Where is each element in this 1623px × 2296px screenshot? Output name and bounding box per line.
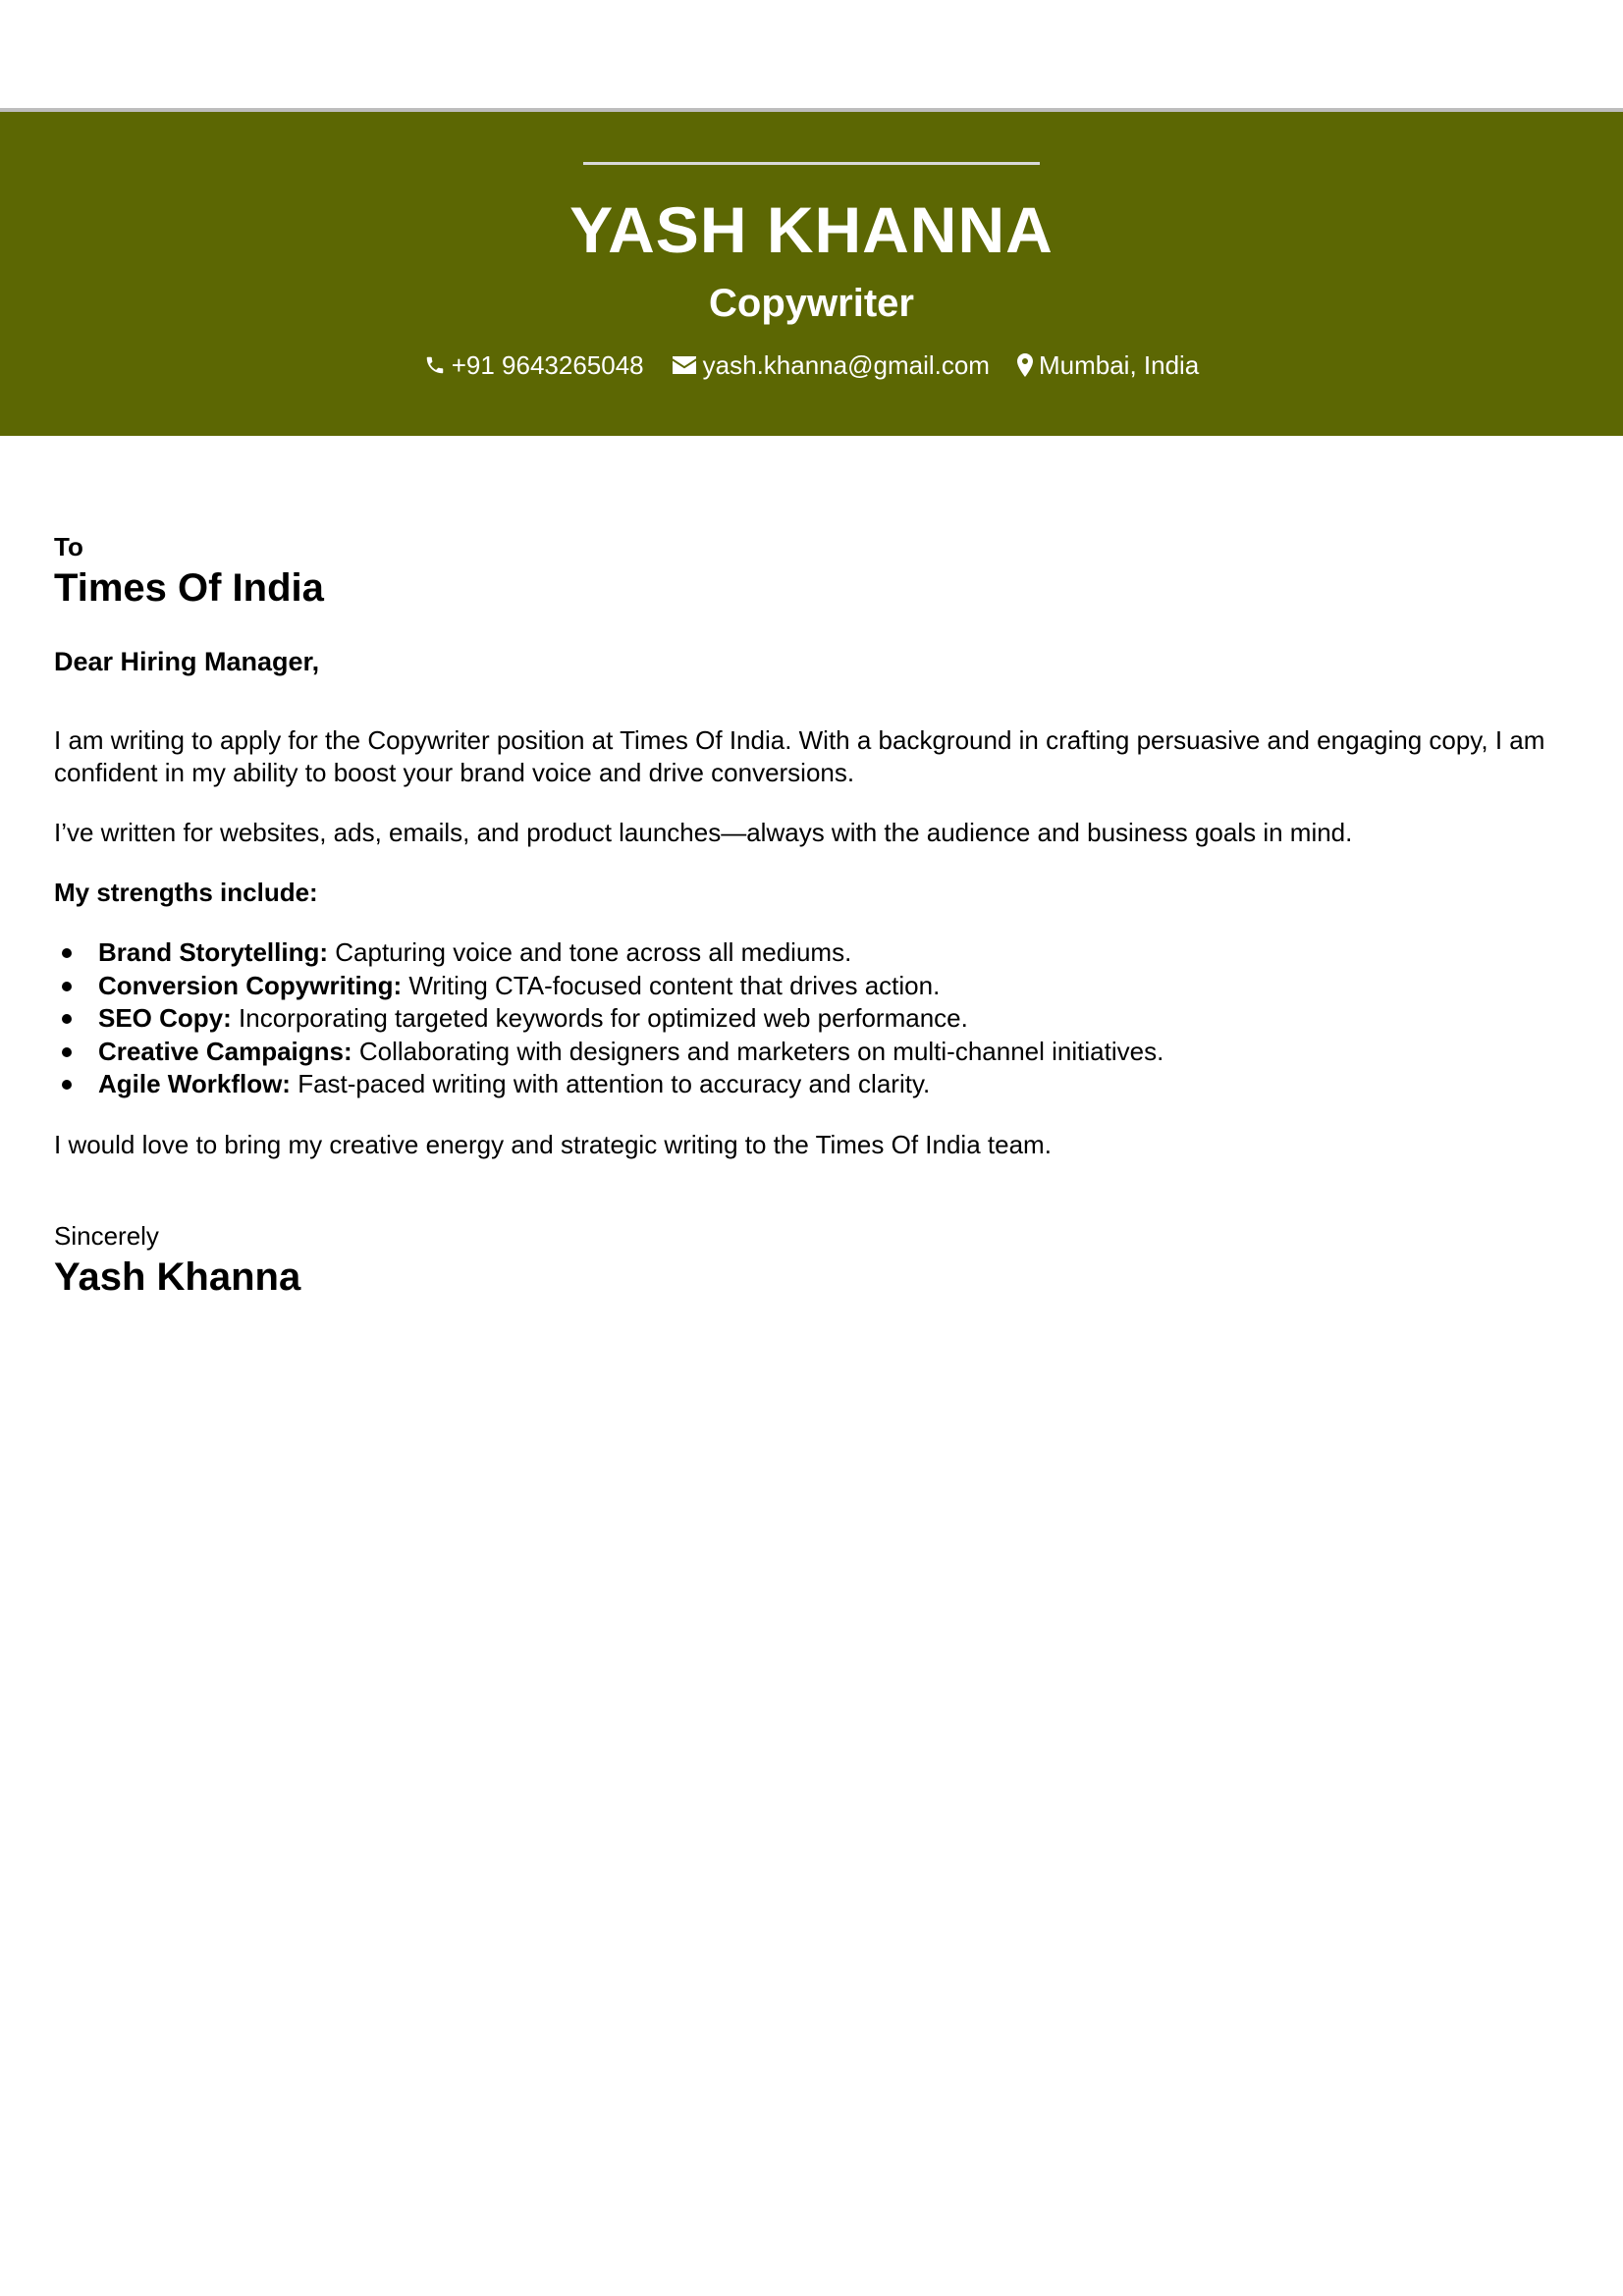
contact-location xyxy=(1017,347,1199,383)
strength-title: Conversion Copywriting: xyxy=(98,970,403,1000)
strengths-list xyxy=(54,936,1566,1101)
phone-icon xyxy=(424,354,446,376)
header-banner xyxy=(0,112,1623,436)
strength-item-agile-workflow xyxy=(54,1068,1566,1101)
strength-text: Incorporating targeted keywords for optimized web performance. xyxy=(239,1003,968,1033)
map-pin-icon xyxy=(1017,353,1033,377)
envelope-icon xyxy=(672,354,697,376)
strength-item-creative-campaigns xyxy=(54,1036,1566,1069)
job-title: Copywriter xyxy=(709,282,914,325)
location-text: Mumbai, India xyxy=(1038,350,1200,380)
recipient-company: Times Of India xyxy=(54,566,324,610)
salutation: Dear Hiring Manager, xyxy=(54,647,320,676)
contact-email[interactable] xyxy=(672,347,990,383)
strength-item-brand-storytelling xyxy=(54,936,1566,970)
closing-paragraph: I would love to bring my creative energy and strategic writing to the Times Of India team. xyxy=(54,1129,1052,1159)
intro-paragraph: I am writing to apply for the Copywriter position at Times Of India. With a background in crafting persuasive and engaging copy, I am confident in my ability to boost your brand voice and drive conversions. xyxy=(54,725,1545,787)
recipient-label: To xyxy=(54,532,83,561)
strength-title: Creative Campaigns: xyxy=(98,1036,352,1066)
strength-text: Fast-paced writing with attention to accuracy and clarity. xyxy=(298,1069,931,1098)
strength-text: Capturing voice and tone across all mediums. xyxy=(335,937,852,967)
header-divider xyxy=(583,162,1040,165)
strength-item-conversion-copywriting xyxy=(54,970,1566,1003)
strength-text: Collaborating with designers and marketers on multi-channel initiatives. xyxy=(358,1036,1164,1066)
strength-title: Brand Storytelling: xyxy=(98,937,329,967)
strength-title: Agile Workflow: xyxy=(98,1069,291,1098)
strength-item-seo-copy xyxy=(54,1002,1566,1036)
contact-phone[interactable] xyxy=(424,347,644,383)
candidate-name: YASH KHANNA xyxy=(569,193,1054,266)
letter-body xyxy=(54,530,1566,1302)
strength-text: Writing CTA-focused content that drives action. xyxy=(408,970,941,1000)
signature-name: Yash Khanna xyxy=(54,1255,301,1299)
contact-bar xyxy=(0,347,1623,383)
strengths-heading: My strengths include: xyxy=(54,878,318,907)
sign-off: Sincerely xyxy=(54,1220,159,1251)
phone-number: +91 9643265048 xyxy=(451,350,644,380)
email-address: yash.khanna@gmail.com xyxy=(702,350,990,380)
experience-paragraph: I’ve written for websites, ads, emails, and product launches—always with the audience and business goals in mind. xyxy=(54,818,1353,847)
strength-title: SEO Copy: xyxy=(98,1003,232,1033)
